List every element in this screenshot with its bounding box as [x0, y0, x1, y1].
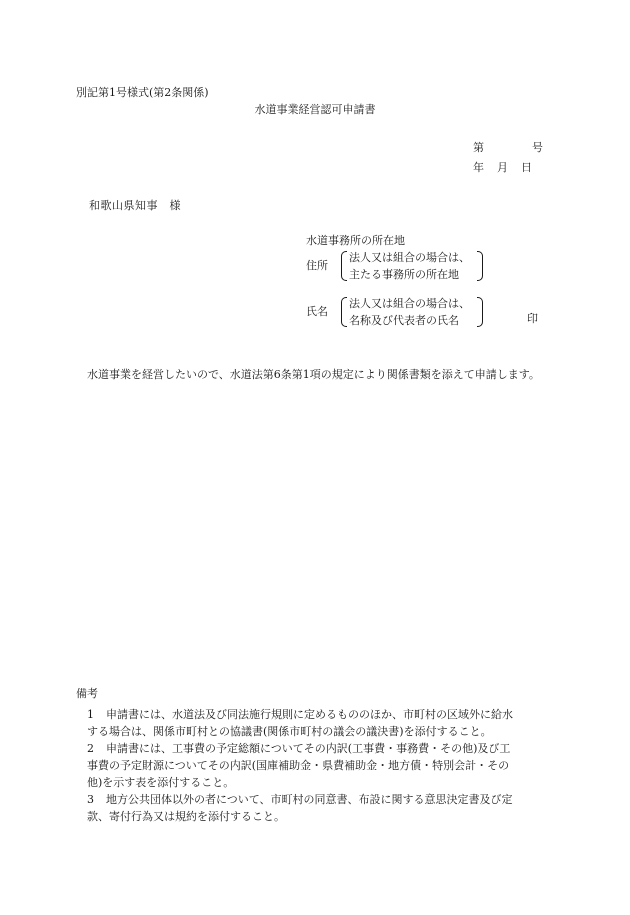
note-item [76, 706, 566, 740]
note-line: する場合は、関係市町村との協議書(関係市町村の議会の議決書)を添付すること。 [87, 725, 492, 738]
name-label: 氏名 [306, 304, 328, 318]
note-item [76, 791, 566, 825]
note-line: 申請書には、工事費の予定総額についてその内訳(工事費・事務費・その他)及び工 [106, 742, 511, 755]
date-month: 月 [497, 161, 508, 174]
date-year: 年 [473, 161, 484, 174]
address-note-line: 法人又は組合の場合は、 [349, 251, 470, 264]
name-note-line: 法人又は組合の場合は、 [349, 297, 470, 310]
note-number: 1 [87, 708, 94, 721]
addressee: 和歌山県知事 様 [89, 199, 181, 212]
name-note-line: 名称及び代表者の氏名 [349, 314, 459, 327]
note-number: 2 [87, 742, 94, 755]
note-number: 3 [87, 793, 94, 806]
document-date [473, 161, 532, 176]
form-number-label: 別記第1号様式(第2条関係) [76, 86, 209, 99]
note-line: 地方公共団体以外の者について、市町村の同意書、布設に関する意思決定書及び定 [106, 793, 513, 806]
number-prefix: 第 [473, 141, 484, 154]
office-location-label: 水道事務所の所在地 [306, 234, 405, 247]
note-line: 款、寄付行為又は規約を添付すること。 [87, 810, 285, 823]
number-suffix: 号 [532, 141, 543, 154]
address-field [306, 249, 485, 283]
notes-list [76, 706, 566, 825]
address-note-bracket [339, 249, 485, 283]
document-number [473, 141, 543, 156]
application-body-text: 水道事業を経営したいので、水道法第6条第1項の規定により関係書類を添えて申請します。 [87, 368, 540, 381]
note-item [76, 740, 566, 791]
note-line: 他)を示す表を添付すること。 [87, 776, 235, 789]
seal-mark: 印 [527, 312, 538, 325]
name-field [306, 295, 485, 329]
notes-heading: 備考 [76, 687, 98, 700]
date-day: 日 [521, 161, 532, 174]
address-note-line: 主たる事務所の所在地 [349, 268, 459, 281]
address-label: 住所 [306, 258, 328, 272]
name-note-bracket [339, 295, 485, 329]
document-title: 水道事業経営認可申請書 [254, 103, 376, 116]
note-line: 事費の予定財源についてその内訳(国庫補助金・県費補助金・地方債・特別会計・その [87, 759, 510, 772]
note-line: 申請書には、水道法及び同法施行規則に定めるもののほか、市町村の区域外に給水 [106, 708, 513, 721]
